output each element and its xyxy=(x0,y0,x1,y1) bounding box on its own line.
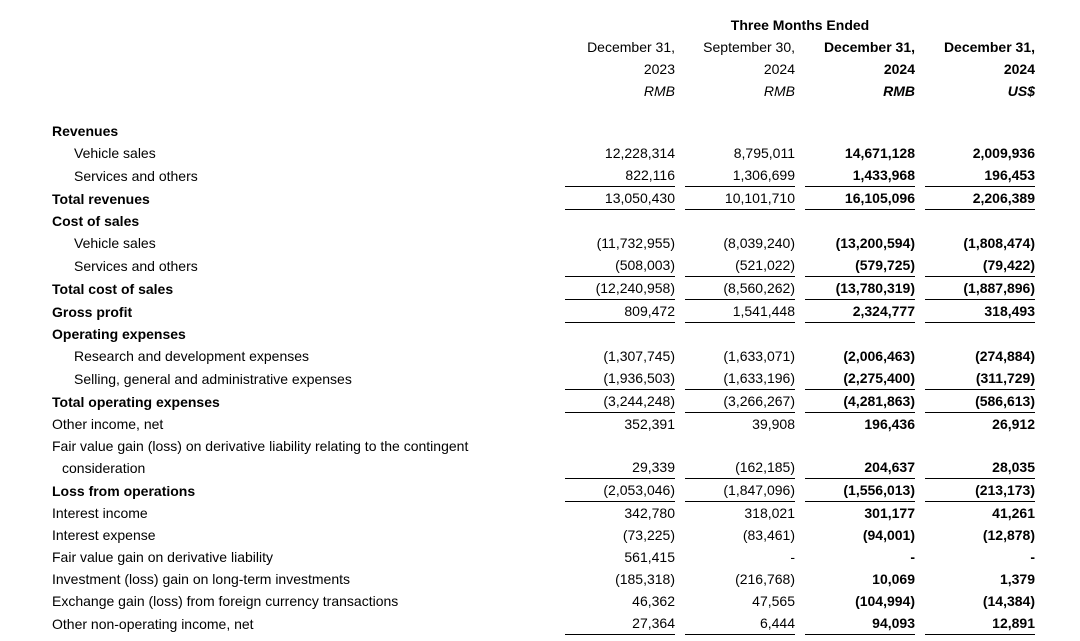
row-value-dec31-2023-rmb xyxy=(565,323,675,345)
row-value-dec31-2024-rmb: (2,275,400) xyxy=(805,367,915,390)
header-body-spacer xyxy=(52,102,1035,120)
row-value-dec31-2023-rmb: 822,116 xyxy=(565,164,675,187)
row-value-dec31-2023-rmb: (12,240,958) xyxy=(565,277,675,300)
row-label: Exchange gain (loss) from foreign currency transactions xyxy=(52,593,399,609)
header-spacer xyxy=(52,10,555,36)
statement-rows xyxy=(52,120,1035,635)
row-value-dec31-2024-usd: 2,206,389 xyxy=(925,187,1035,210)
column-header-year-3: 2024 xyxy=(883,61,915,77)
row-value-sep30-2024-rmb: 10,101,710 xyxy=(685,187,795,210)
table-row xyxy=(52,435,1035,479)
column-header-date-2: September 30, xyxy=(703,39,795,55)
row-label: Fair value gain (loss) on derivative liability relating to the contingent consideration xyxy=(52,438,469,476)
row-label: Interest expense xyxy=(52,527,156,543)
table-row xyxy=(52,120,1035,142)
row-value-dec31-2024-usd: 12,891 xyxy=(925,612,1035,635)
row-value-dec31-2023-rmb: 809,472 xyxy=(565,300,675,323)
row-value-dec31-2024-rmb: (579,725) xyxy=(805,254,915,277)
row-value-dec31-2023-rmb: (73,225) xyxy=(622,527,675,543)
row-value-dec31-2024-usd: (213,173) xyxy=(925,479,1035,502)
row-value-dec31-2023-rmb: 342,780 xyxy=(624,505,675,521)
row-value-dec31-2023-rmb: (2,053,046) xyxy=(565,479,675,502)
row-value-sep30-2024-rmb: (83,461) xyxy=(742,527,795,543)
row-value-dec31-2023-rmb xyxy=(565,210,675,232)
row-label: Cost of sales xyxy=(52,213,140,229)
row-value-dec31-2024-rmb: - xyxy=(910,549,915,565)
table-row xyxy=(52,590,1035,612)
row-value-dec31-2024-rmb: 10,069 xyxy=(872,571,915,587)
row-value-sep30-2024-rmb: 318,021 xyxy=(744,505,795,521)
row-value-dec31-2023-rmb: 27,364 xyxy=(565,612,675,635)
row-value-dec31-2024-rmb: 16,105,096 xyxy=(805,187,915,210)
table-row xyxy=(52,524,1035,546)
row-label: Total operating expenses xyxy=(52,394,220,410)
row-value-dec31-2024-rmb: (104,994) xyxy=(855,593,915,609)
row-value-dec31-2024-usd: 41,261 xyxy=(992,505,1035,521)
table-row xyxy=(52,164,1035,187)
table-row xyxy=(52,300,1035,323)
row-value-dec31-2024-rmb xyxy=(805,120,915,142)
table-row xyxy=(52,254,1035,277)
row-label: Other income, net xyxy=(52,416,164,432)
row-value-dec31-2024-rmb: 301,177 xyxy=(864,505,915,521)
period-header: Three Months Ended xyxy=(730,17,870,33)
column-header-year-2: 2024 xyxy=(763,61,795,77)
row-value-dec31-2024-usd: (14,384) xyxy=(982,593,1035,609)
row-value-sep30-2024-rmb: (162,185) xyxy=(685,435,795,479)
row-value-dec31-2024-rmb: (1,556,013) xyxy=(805,479,915,502)
table-row xyxy=(52,502,1035,524)
row-value-sep30-2024-rmb: (1,633,071) xyxy=(723,348,795,364)
table-row xyxy=(52,367,1035,390)
row-value-dec31-2024-rmb xyxy=(805,323,915,345)
table-row xyxy=(52,210,1035,232)
row-value-dec31-2023-rmb: 13,050,430 xyxy=(565,187,675,210)
column-header-currency-3: RMB xyxy=(883,83,915,99)
row-value-dec31-2024-usd: (586,613) xyxy=(925,390,1035,413)
row-value-dec31-2023-rmb: 12,228,314 xyxy=(604,145,675,161)
row-label: Selling, general and administrative expenses xyxy=(74,371,352,387)
row-value-sep30-2024-rmb: (216,768) xyxy=(735,571,795,587)
row-value-dec31-2024-usd: (311,729) xyxy=(925,367,1035,390)
row-value-sep30-2024-rmb: (521,022) xyxy=(685,254,795,277)
row-value-sep30-2024-rmb: 8,795,011 xyxy=(733,145,795,161)
table-row xyxy=(52,323,1035,345)
row-value-dec31-2023-rmb: (508,003) xyxy=(565,254,675,277)
row-value-dec31-2024-usd: 28,035 xyxy=(925,435,1035,479)
row-label: Total revenues xyxy=(52,191,150,207)
table-row xyxy=(52,345,1035,367)
row-value-dec31-2023-rmb: (1,936,503) xyxy=(565,367,675,390)
income-statement-table xyxy=(42,10,1045,635)
row-value-sep30-2024-rmb: 6,444 xyxy=(685,612,795,635)
row-label: Revenues xyxy=(52,123,119,139)
row-value-dec31-2024-rmb: 204,637 xyxy=(805,435,915,479)
column-header-date-1: December 31, xyxy=(587,39,675,55)
row-value-dec31-2024-usd xyxy=(925,210,1035,232)
table-row xyxy=(52,232,1035,254)
row-value-dec31-2024-rmb xyxy=(805,210,915,232)
table-row xyxy=(52,479,1035,502)
column-header-date-4: December 31, xyxy=(943,39,1035,55)
row-value-dec31-2024-rmb: (94,001) xyxy=(862,527,915,543)
row-label: Operating expenses xyxy=(52,326,186,342)
row-label: Research and development expenses xyxy=(74,348,310,364)
row-value-sep30-2024-rmb: - xyxy=(790,549,795,565)
row-value-dec31-2024-usd: 318,493 xyxy=(925,300,1035,323)
row-label: Investment (loss) gain on long-term investments xyxy=(52,571,351,587)
table-row xyxy=(52,142,1035,164)
row-value-dec31-2023-rmb xyxy=(565,120,675,142)
row-value-dec31-2024-usd xyxy=(925,323,1035,345)
table-row xyxy=(52,187,1035,210)
row-label: Other non-operating income, net xyxy=(52,616,254,632)
row-value-sep30-2024-rmb xyxy=(685,120,795,142)
row-value-dec31-2024-rmb: 1,433,968 xyxy=(805,164,915,187)
column-header-currency-4: US$ xyxy=(1007,83,1035,99)
row-value-dec31-2024-usd: (1,887,896) xyxy=(925,277,1035,300)
row-value-dec31-2024-usd: (79,422) xyxy=(925,254,1035,277)
row-value-dec31-2023-rmb: 46,362 xyxy=(632,593,675,609)
table-row xyxy=(52,612,1035,635)
row-value-dec31-2024-usd: 1,379 xyxy=(999,571,1035,587)
row-value-dec31-2023-rmb: 29,339 xyxy=(565,435,675,479)
row-label: Services and others xyxy=(74,168,198,184)
row-value-dec31-2023-rmb: 352,391 xyxy=(624,416,675,432)
column-header-currency-2: RMB xyxy=(763,83,795,99)
row-value-dec31-2024-usd: (1,808,474) xyxy=(963,235,1035,251)
column-header-currency-1: RMB xyxy=(643,83,675,99)
row-value-dec31-2024-rmb: (2,006,463) xyxy=(843,348,915,364)
row-label: Vehicle sales xyxy=(74,145,156,161)
row-label: Vehicle sales xyxy=(74,235,156,251)
column-header-year-4: 2024 xyxy=(1003,61,1035,77)
row-value-sep30-2024-rmb: (1,847,096) xyxy=(685,479,795,502)
row-value-sep30-2024-rmb: 1,306,699 xyxy=(685,164,795,187)
row-value-dec31-2024-rmb: 196,436 xyxy=(864,416,915,432)
row-value-sep30-2024-rmb: (3,266,267) xyxy=(685,390,795,413)
row-label: Loss from operations xyxy=(52,483,196,499)
row-value-dec31-2023-rmb: 561,415 xyxy=(624,549,675,565)
row-label: Services and others xyxy=(74,258,198,274)
row-value-dec31-2024-usd: (12,878) xyxy=(982,527,1035,543)
row-value-dec31-2024-rmb: (4,281,863) xyxy=(805,390,915,413)
row-value-dec31-2024-usd: 2,009,936 xyxy=(972,145,1035,161)
row-value-sep30-2024-rmb: (8,560,262) xyxy=(685,277,795,300)
row-value-dec31-2024-usd: 26,912 xyxy=(992,416,1035,432)
row-value-dec31-2024-usd xyxy=(925,120,1035,142)
table-row xyxy=(52,390,1035,413)
row-value-sep30-2024-rmb: (8,039,240) xyxy=(723,235,795,251)
row-value-dec31-2024-usd: 196,453 xyxy=(925,164,1035,187)
column-header-year-1: 2023 xyxy=(643,61,675,77)
row-value-dec31-2023-rmb: (1,307,745) xyxy=(603,348,675,364)
row-value-sep30-2024-rmb: 39,908 xyxy=(752,416,795,432)
row-value-dec31-2024-rmb: 2,324,777 xyxy=(805,300,915,323)
row-label: Gross profit xyxy=(52,304,133,320)
row-value-dec31-2024-rmb: 14,671,128 xyxy=(844,145,915,161)
row-value-sep30-2024-rmb: 47,565 xyxy=(752,593,795,609)
row-value-dec31-2023-rmb: (3,244,248) xyxy=(565,390,675,413)
row-value-sep30-2024-rmb xyxy=(685,210,795,232)
row-value-dec31-2024-rmb: (13,200,594) xyxy=(835,235,915,251)
row-label: Interest income xyxy=(52,505,148,521)
column-header-date-3: December 31, xyxy=(823,39,915,55)
row-value-sep30-2024-rmb: 1,541,448 xyxy=(685,300,795,323)
table-row xyxy=(52,277,1035,300)
row-value-dec31-2024-usd: - xyxy=(1030,549,1035,565)
row-value-sep30-2024-rmb: (1,633,196) xyxy=(685,367,795,390)
table-row xyxy=(52,568,1035,590)
row-value-dec31-2023-rmb: (11,732,955) xyxy=(596,235,675,251)
row-value-dec31-2023-rmb: (185,318) xyxy=(615,571,675,587)
table-row xyxy=(52,413,1035,435)
row-value-dec31-2024-usd: (274,884) xyxy=(975,348,1035,364)
row-label: Fair value gain on derivative liability xyxy=(52,549,273,565)
row-value-dec31-2024-rmb: 94,093 xyxy=(805,612,915,635)
table-row xyxy=(52,546,1035,568)
row-value-sep30-2024-rmb xyxy=(685,323,795,345)
row-label: Total cost of sales xyxy=(52,281,174,297)
row-value-dec31-2024-rmb: (13,780,319) xyxy=(805,277,915,300)
